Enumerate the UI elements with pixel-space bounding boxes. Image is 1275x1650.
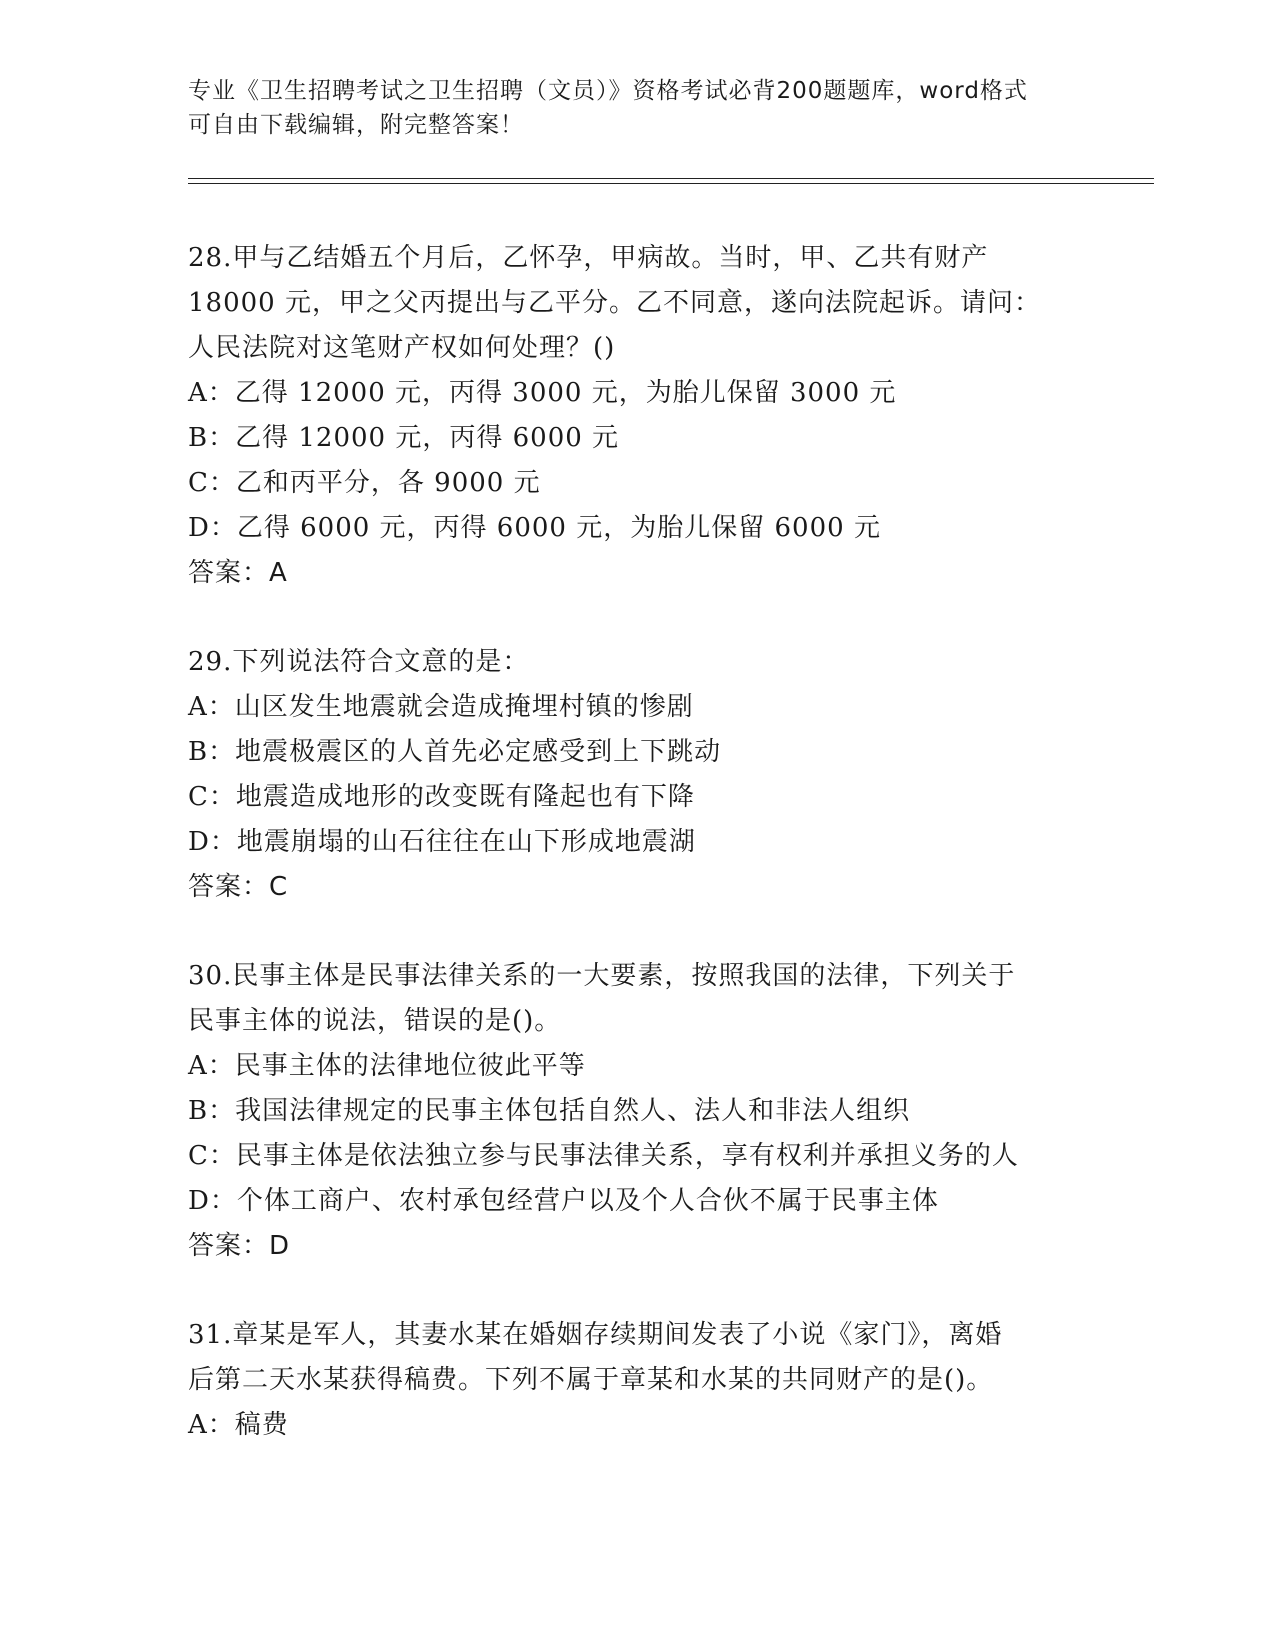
question-28	[188, 236, 1088, 596]
header-line: 可自由下载编辑，附完整答案！	[188, 112, 524, 138]
option-d: D：地震崩塌的山石往往在山下形成地震湖	[188, 827, 696, 857]
question-list	[188, 236, 1088, 1492]
question-stem: 29.下列说法符合文意的是：	[188, 647, 530, 677]
answer: 答案：A	[188, 558, 288, 588]
answer: 答案：C	[188, 872, 289, 902]
question-29	[188, 640, 1088, 910]
question-stem: 人民法院对这笔财产权如何处理？()	[188, 333, 616, 363]
option-c: C：地震造成地形的改变既有隆起也有下降	[188, 782, 695, 812]
header-divider	[188, 178, 1154, 179]
option-a: A：民事主体的法律地位彼此平等	[188, 1051, 586, 1081]
option-c: C：乙和丙平分，各 9000 元	[188, 468, 541, 498]
header-divider	[188, 183, 1154, 184]
question-stem: 31.章某是军人，其妻水某在婚姻存续期间发表了小说《家门》，离婚	[188, 1320, 1003, 1350]
option-a: A：乙得 12000 元，丙得 3000 元，为胎儿保留 3000 元	[188, 378, 897, 408]
option-b: B：乙得 12000 元，丙得 6000 元	[188, 423, 620, 453]
option-d: D：乙得 6000 元，丙得 6000 元，为胎儿保留 6000 元	[188, 513, 881, 543]
question-stem: 后第二天水某获得稿费。下列不属于章某和水某的共同财产的是()。	[188, 1365, 994, 1395]
question-stem: 28.甲与乙结婚五个月后，乙怀孕，甲病故。当时，甲、乙共有财产	[188, 243, 989, 273]
question-stem: 30.民事主体是民事法律关系的一大要素，按照我国的法律，下列关于	[188, 961, 1016, 991]
document-header	[188, 74, 1068, 142]
question-30	[188, 954, 1088, 1269]
answer: 答案：D	[188, 1231, 291, 1261]
option-a: A：稿费	[188, 1410, 289, 1440]
header-line: 专业《卫生招聘考试之卫生招聘（文员）》资格考试必背200题题库，word格式	[188, 78, 1028, 104]
option-a: A：山区发生地震就会造成掩埋村镇的惨剧	[188, 692, 694, 722]
option-c: C：民事主体是依法独立参与民事法律关系，享有权利并承担义务的人	[188, 1141, 1019, 1171]
option-b: B：地震极震区的人首先必定感受到上下跳动	[188, 737, 722, 767]
question-stem: 民事主体的说法，错误的是()。	[188, 1006, 562, 1036]
option-b: B：我国法律规定的民事主体包括自然人、法人和非法人组织	[188, 1096, 911, 1126]
option-d: D：个体工商户、农村承包经营户以及个人合伙不属于民事主体	[188, 1186, 939, 1216]
question-stem: 18000 元，甲之父丙提出与乙平分。乙不同意，遂向法院起诉。请问：	[188, 288, 1041, 318]
question-31	[188, 1313, 1088, 1448]
